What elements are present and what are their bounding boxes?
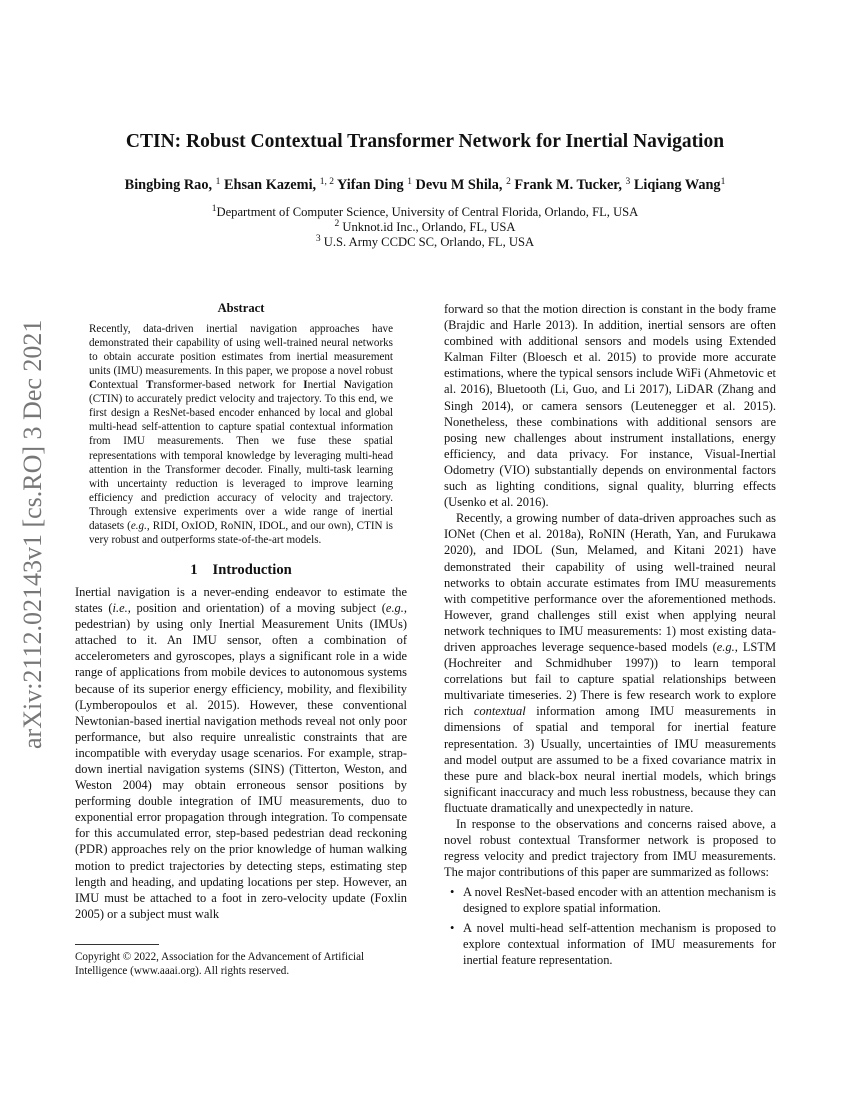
affiliation-mark: 3 — [315, 234, 321, 244]
author-affiliation-mark: 3 — [625, 177, 631, 187]
arxiv-identifier: arXiv:2112.02143v1 [cs.RO] 3 Dec 2021 — [18, 319, 47, 749]
affiliation — [0, 204, 850, 220]
author-name: Bingbing Rao, — [124, 177, 213, 193]
body-paragraph: Recently, a growing number of data-driven approaches such as IONet (Chen et al. 2018a), RoNIN (Herath, Yan, and Furukawa 2020), and IDOL (Sun, Melamed, and Kitani 2021) have demonstrated their capability of using well-trained neural networks to obtain accurate estimates from IMU measurements with competitive performance over the aforementioned methods. However, grand challenges still exist when applying neural network techniques to IMU measurements: 1) most existing data-driven approaches leverage sequence-based models (e.g., LSTM (Hochreiter and Schmidhuber 1997)) to learn temporal correlations but fail to capture spatial relationships between multivariate timeseries. 2) There is few research work to explore rich contextual information among IMU measurements in dimensions of spatial and temporal for inertial feature representation. 3) Usually, uncertainties of IMU measurements and model output are assumed to be a fixed covariance matrix in these pure and black-box neural inertial models, which brings significant inaccuracy and much less robustness, because they can fluctuate dramatically and unexpectedly in nature. — [444, 511, 776, 815]
copyright-notice: Copyright © 2022, Association for the Advancement of Artificial Intelligence (www.aaai.org). All rights reserved. — [75, 951, 365, 977]
author-affiliation-mark: 2 — [506, 177, 511, 187]
affiliation — [0, 219, 850, 235]
author-affiliation-mark: 1, 2 — [319, 177, 334, 187]
author-affiliation-mark: 1 — [215, 177, 221, 187]
author-name: Frank M. Tucker, — [514, 177, 622, 193]
intro-paragraph: Inertial navigation is a never-ending endeavor to estimate the states (i.e., position and orientation) of a moving subject (e.g., pedestrian) by using only Inertial Measurement Units (IMUs) attached to it. An IMU sensor, often a combination of accelerometers and gyroscopes, plays a significant role in a wide range of applications from mobile devices to autonomous systems because of its superior energy efficiency, mobility, and flexibility (Lymberopoulos et al. 2015). However, these conventional Newtonian-based inertial navigation methods reveal not only poor performance, but also require unrealistic constraints that are incompatible with everyday usage scenarios. For example, strap-down inertial navigation systems (SINS) (Titterton, Weston, and Weston 2004) may obtain erroneous sensor positions by performing double integration of IMU measurements, duo to exponential error propagation through integration. To compensate for this accumulated error, step-based pedestrian dead reckoning (PDR) approaches rely on the prior knowledge of human walking motion to predict trajectories by detecting steps, estimating step length and heading, and updating locations per step. However, an IMU must be attached to a foot in zero-velocity update (Foxlin 2005) or a subject must walk — [75, 584, 407, 921]
affiliation — [0, 234, 850, 250]
left-column — [75, 300, 407, 922]
author-affiliation-mark: 1 — [720, 177, 726, 187]
bullet-icon: • — [450, 885, 455, 900]
affiliation-mark: 2 — [334, 219, 340, 229]
section-number: 1 — [190, 561, 198, 578]
affiliation-mark: 1 — [211, 204, 217, 214]
footnote-divider — [75, 944, 159, 945]
affiliation-text: U.S. Army CCDC SC, Orlando, FL, USA — [320, 235, 535, 249]
author-name: Ehsan Kazemi, — [223, 177, 317, 193]
author-name: Devu M Shila, — [415, 177, 503, 193]
author-name: Yifan Ding — [337, 177, 404, 193]
contribution-list — [444, 884, 776, 967]
section-heading — [75, 562, 407, 578]
bullet-icon: • — [450, 920, 455, 935]
author-list — [0, 177, 850, 194]
list-item: • A novel multi-head self-attention mechanism is proposed to explore contextual information of IMU measurements for inertial feature representation. — [450, 920, 776, 967]
abstract-heading: Abstract — [217, 301, 265, 315]
body-paragraph: In response to the observations and concerns raised above, a novel robust contextual Transformer network is proposed to regress velocity and predict trajectory from IMU measurements. The major contributions of this paper are summarized as follows: — [444, 817, 776, 880]
list-item: • A novel ResNet-based encoder with an attention mechanism is designed to explore spatial information. — [450, 885, 776, 916]
affiliation-text: Department of Computer Science, University of Central Florida, Orlando, FL, USA — [216, 205, 639, 219]
author-affiliation-mark: 1 — [407, 177, 412, 187]
section-title: Introduction — [212, 561, 292, 578]
body-paragraph: forward so that the motion direction is constant in the body frame (Brajdic and Harle 2013). In addition, inertial sensors are often combined with additional sensors and models using Extended Kalman Filter (Bloesch et al. 2015) to provide more accurate estimations, where the typical sensors include WiFi (Ahmetovic et al. 2016), Bluetooth (Li, Guo, and Li 2017), LiDAR (Zhang and Singh 2014), or camera sensors (Leutenegger et al. 2015). Nonetheless, these combinations with additional sensors are posing new challenges about instrument installations, energy efficiency, and data privacy. For instance, Visual-Inertial Odometry (VIO) substantially depends on environmental factors such as lighting conditions, signal quality, blurring effects (Usenko et al. 2016). — [444, 302, 776, 510]
author-name: Liqiang Wang — [633, 177, 721, 193]
right-column — [444, 301, 776, 971]
affiliation-text: Unknot.id Inc., Orlando, FL, USA — [339, 220, 516, 234]
abstract-body: Recently, data-driven inertial navigation approaches have demonstrated their capability of using well-trained neural networks to obtain accurate position estimates from inertial measurement units (IMU) measurements. In this paper, we propose a novel robust Contextual Transformer-based network for Inertial Navigation (CTIN) to accurately predict velocity and trajectory. To this end, we first design a ResNet-based encoder enhanced by local and global multi-head self-attention to capture spatial contextual information from IMU measurements. Then we fuse these spatial representations with temporal knowledge by leveraging multi-head attention in the Transformer decoder. Finally, multi-task learning with uncertainty reduction is leveraged to improve learning efficiency and prediction accuracy of velocity and trajectory. Through extensive experiments over a wide range of inertial datasets (e.g., RIDI, OxIOD, RoNIN, IDOL, and our own), CTIN is very robust and outperforms state-of-the-art models. — [89, 323, 393, 546]
paper-title: CTIN: Robust Contextual Transformer Network for Inertial Navigation — [125, 131, 725, 152]
